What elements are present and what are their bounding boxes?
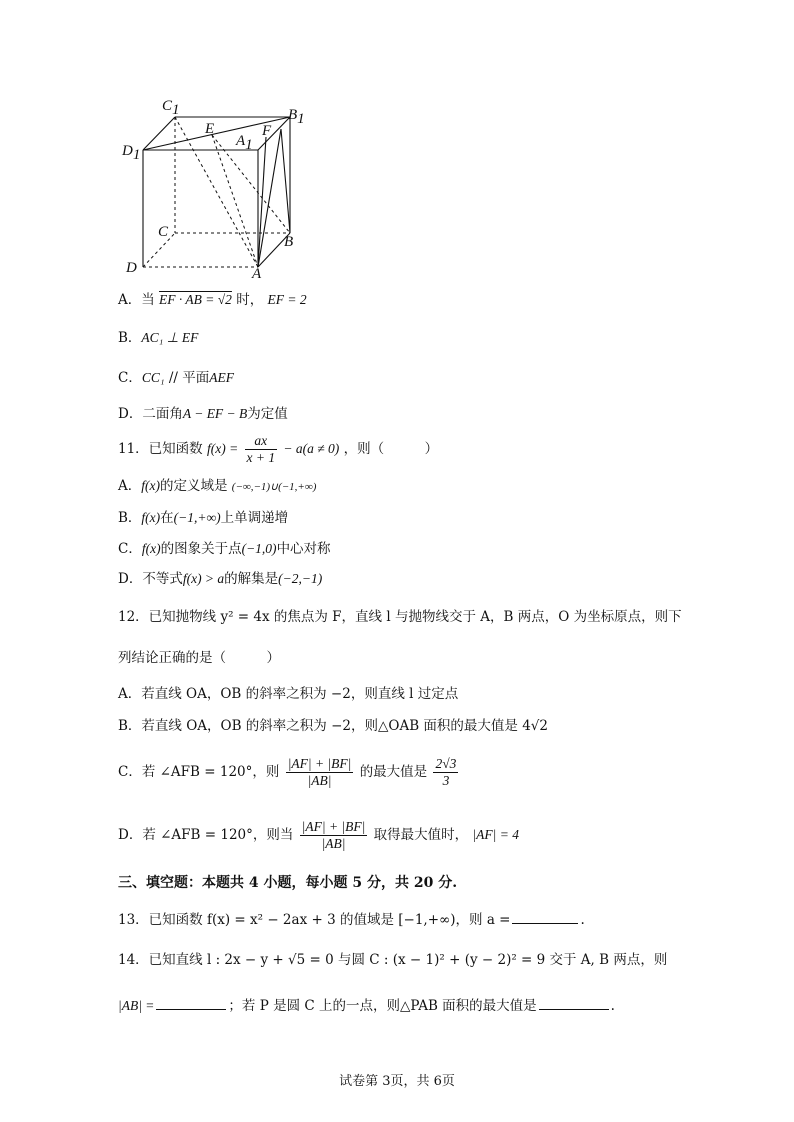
label-d: D bbox=[126, 260, 137, 276]
page-footer: 试卷第 3页，共 6页 bbox=[339, 1074, 455, 1089]
svg-text:C1: C1 bbox=[162, 98, 180, 118]
svg-text:D1: D1 bbox=[122, 143, 141, 163]
cube-figure bbox=[118, 95, 318, 285]
label-f: F bbox=[262, 123, 272, 139]
q11-option-d: D．不等式f(x) > a的解集是(−2,−1) bbox=[118, 571, 323, 587]
q13-answer-blank[interactable] bbox=[512, 909, 578, 924]
q12-stem-line2: 列结论正确的是（ ） bbox=[118, 650, 280, 666]
svg-text:A1: A1 bbox=[236, 133, 253, 153]
q12-option-d: D．若 ∠AFB = 120°，则当 $\frac{|AF| + |BF|}{|AB|}$ 取得最大值时， |AF| = 4 bbox=[118, 819, 519, 851]
q11-option-a: A．f(x)的定义域是 (−∞,−1)∪(−1,+∞) bbox=[118, 478, 317, 494]
q10-option-a: A．当 EF · AB = √2 时， EF = 2 bbox=[118, 292, 307, 308]
label-a1: A bbox=[236, 133, 246, 149]
label-e: E bbox=[205, 121, 215, 137]
label-c: C bbox=[158, 224, 169, 240]
q12-option-c: C．若 ∠AFB = 120°，则 $\frac{|AF| + |BF|}{|AB|}$ 的最大值是 $\frac{2√3}{3}$ bbox=[118, 756, 457, 788]
q12d-fraction: $\frac{|AF| + |BF|}{|AB|}$ bbox=[301, 819, 366, 851]
q10-option-c: C．CC₁ // 平面AEF bbox=[118, 370, 234, 386]
label-d1: D bbox=[122, 143, 133, 159]
line-bf bbox=[281, 129, 290, 233]
q11-stem: 11．已知函数 f(x) = $\frac{ax}{x + 1}$ − a(a ≠ 0) ，则（ ） bbox=[118, 433, 439, 465]
svg-text:B1: B1 bbox=[288, 107, 305, 127]
label-a: A bbox=[252, 266, 262, 282]
q10-option-b: B．AC₁ ⊥ EF bbox=[118, 330, 199, 346]
label-c1: C bbox=[162, 98, 173, 114]
q12-option-a: A．若直线 OA，OB 的斜率之积为 −2，则直线 l 过定点 bbox=[118, 686, 459, 702]
q14-answer-blank-2[interactable] bbox=[539, 995, 609, 1010]
edge-d1c1 bbox=[143, 117, 175, 150]
label-b1: B bbox=[288, 107, 298, 123]
q14-answer-blank-1[interactable] bbox=[156, 995, 226, 1010]
section3-title: 三、填空题：本题共 4 小题，每小题 5 分，共 20 分. bbox=[118, 875, 458, 891]
q12c-answer: $\frac{2√3}{3}$ bbox=[435, 756, 457, 788]
q14-stem-line1: 14．已知直线 l : 2x − y + √5 = 0 与圆 C : (x − 1)² + (y − 2)² = 9 交于 A, B 两点，则 bbox=[118, 952, 668, 968]
q12c-fraction: $\frac{|AF| + |BF|}{|AB|}$ bbox=[287, 756, 352, 788]
q13-stem: 13．已知函数 f(x) = x² − 2ax + 3 的值域是 [−1,+∞)，则 a = . bbox=[118, 909, 585, 930]
q11-fraction: $\frac{ax}{x + 1}$ bbox=[246, 433, 276, 465]
q10-option-d: D．二面角A − EF − B为定值 bbox=[118, 406, 288, 422]
q11-option-c: C．f(x)的图象关于点(−1,0)中心对称 bbox=[118, 541, 331, 557]
line-ea-hidden bbox=[212, 135, 258, 267]
q12-option-b: B．若直线 OA，OB 的斜率之积为 −2，则△OAB 面积的最大值是 4√2 bbox=[118, 718, 548, 734]
q12-stem-line1: 12．已知抛物线 y² = 4x 的焦点为 F，直线 l 与抛物线交于 A，B 两点，O 为坐标原点，则下 bbox=[118, 609, 682, 625]
q14-stem-line2: |AB| = ；若 P 是圆 C 上的一点，则△PAB 面积的最大值是 . bbox=[118, 995, 615, 1016]
label-b: B bbox=[284, 234, 294, 250]
q11-option-b: B．f(x)在(−1,+∞)上单调递增 bbox=[118, 510, 289, 526]
